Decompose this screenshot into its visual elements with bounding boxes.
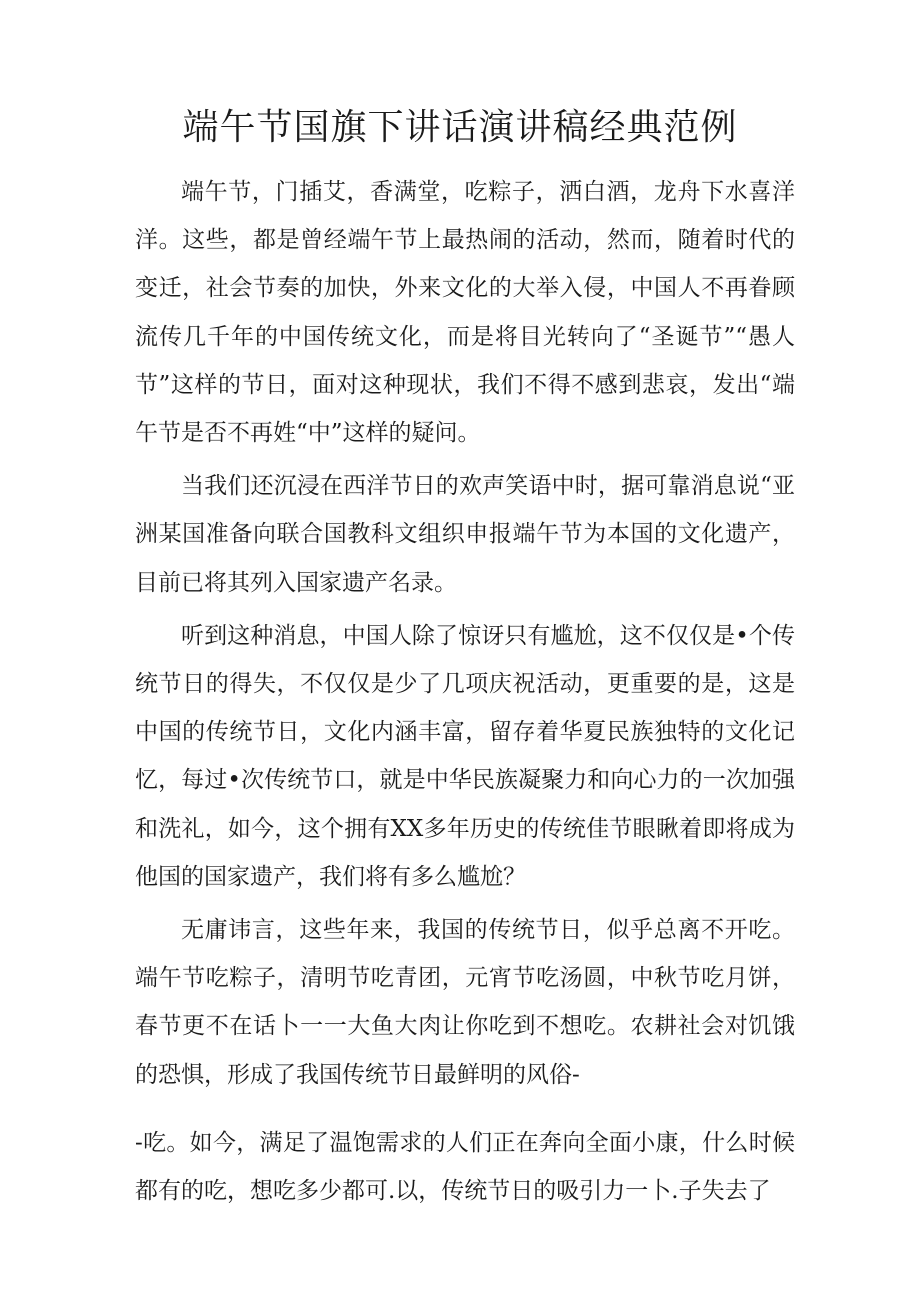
paragraph-4: 无庸讳言，这些年来，我国的传统节日，似乎总离不开吃。端午节吃粽子，清明节吃青团，元宵节吃汤圆，中秋节吃月饼，春节更不在话卜一一大鱼大肉让你吃到不想吃。农耕社会对饥饿的恐惧，形成了我国传统节日最鲜明的风俗- xyxy=(135,917,795,1088)
paragraph-2: 当我们还沉浸在西洋节日的欢声笑语中时，据可靠消息说“亚洲某国准备向联合国教科文组织申报端午节为本国的文化遗产，目前已将其列入国家遗产名录。 xyxy=(135,473,795,596)
paragraph-1: 端午节，门插艾，香满堂，吃粽子，洒白酒，龙舟下水喜洋洋。这些，都是曾经端午节上最热闹的活动，然而，随着时代的变迁，社会节奏的加快，外来文化的大举入侵，中国人不再眷顾流传几千年的中国传统文化，而是将目光转向了“圣诞节”“愚人节”这样的节日，面对这种现状，我们不得不感到悲哀，发出“端午节是否不再姓“中”这样的疑问。 xyxy=(135,179,795,447)
paragraph-5: -吃。如今，满足了温饱需求的人们正在奔向全面小康，什么时候都有的吃，想吃多少都可.以，传统节日的吸引力一卜.子失去了 xyxy=(135,1129,795,1205)
paragraph-3: 听到这种消息，中国人除了惊讶只有尴尬，这不仅仅是•个传统节日的得失，不仅仅是少了几项庆祝活动，更重要的是，这是中国的传统节日，文化内涵丰富，留存着华夏民族独特的文化记忆，每过•次传统节口，就是中华民族凝聚力和向心力的一次加强和洗礼，如今，这个拥有XX多年历史的传统佳节眼瞅着即将成为他国的国家遗产，我们将有多么尴尬？ xyxy=(135,622,795,890)
document-body xyxy=(135,168,795,1220)
document-title: 端午节国旗下讲话演讲稿经典范例 xyxy=(182,107,738,148)
